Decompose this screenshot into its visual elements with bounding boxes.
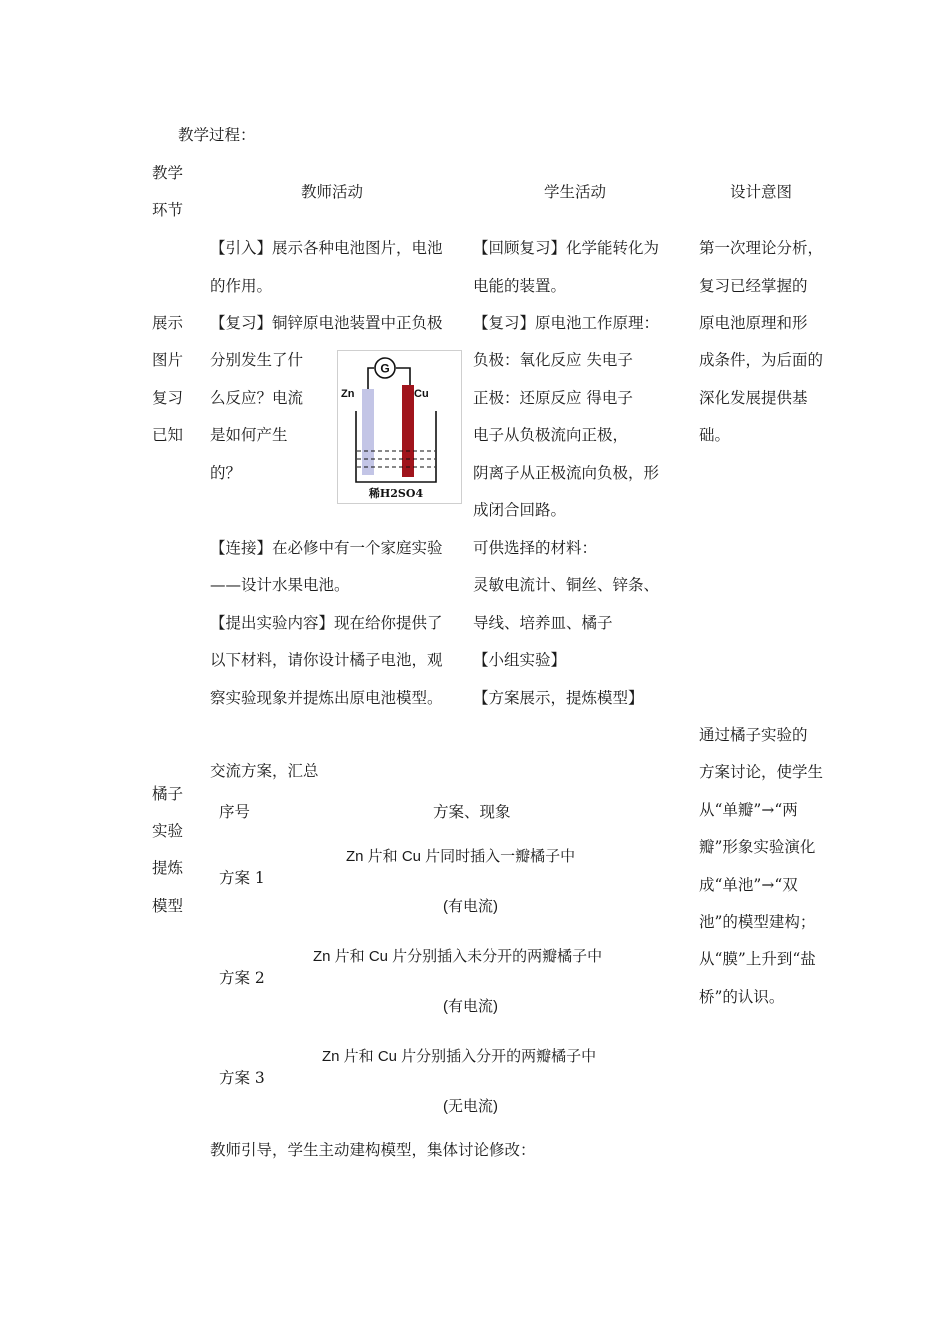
stage2-line4: 模型 — [152, 897, 184, 915]
electrolyte-label: 稀H2SO4 — [368, 487, 424, 500]
header-stage-line1: 教学 — [152, 164, 184, 182]
intent2-line: 从“膜”上升到“盐 — [699, 950, 816, 968]
zinc-electrode — [362, 389, 374, 475]
intent2-line: 成“单池”→“双 — [699, 876, 798, 894]
scheme-1-description: Zn 片和 Cu 片同时插入一瓣橘子中 — [346, 848, 576, 865]
stage1-line1: 展示 — [152, 314, 184, 332]
stage2-line1: 橘子 — [152, 785, 184, 803]
student-line: 灵敏电流计、铜丝、锌条、 — [473, 576, 660, 594]
stage2-line2: 实验 — [152, 822, 184, 840]
intent-line: 原电池原理和形 — [699, 314, 808, 332]
intent2-line: 池”的模型建构； — [699, 913, 816, 931]
student-line: 【回顾复习】化学能转化为 — [473, 239, 660, 257]
scheme-2-description: Zn 片和 Cu 片分别插入未分开的两瓣橘子中 — [313, 948, 603, 965]
galvanometer-label: G — [380, 361, 390, 376]
cu-electrode-label: Cu — [414, 388, 429, 400]
intent2-line: 方案讨论，使学生 — [699, 763, 824, 781]
student-line: 电子从负极流向正极， — [473, 426, 629, 444]
scheme-1-label: 方案 1 — [219, 869, 265, 887]
header-student-activity: 学生活动 — [544, 183, 607, 201]
page-title: 教学过程： — [178, 126, 256, 144]
closing-line: 教师引导，学生主动建构模型，集体讨论修改： — [210, 1141, 536, 1159]
header-stage-line2: 环节 — [152, 201, 184, 219]
teacher-line: 分别发生了什 — [210, 351, 304, 369]
intent-line: 础。 — [699, 426, 731, 444]
student-line: 【小组实验】 — [473, 651, 567, 669]
student-line: 成闭合回路。 — [473, 501, 567, 519]
scheme-3-label: 方案 3 — [219, 1069, 265, 1087]
summary-line: 交流方案，汇总 — [210, 762, 319, 780]
intent2-line: 桥”的认识。 — [699, 988, 785, 1006]
teacher-line: 【引入】展示各种电池图片，电池 — [210, 239, 443, 257]
teacher-line: 么反应？电流 — [210, 389, 304, 407]
galvanic-cell-diagram — [337, 350, 462, 504]
scheme-2-label: 方案 2 — [219, 969, 265, 987]
stage1-line2: 图片 — [152, 351, 184, 369]
scheme-3-description: Zn 片和 Cu 片分别插入分开的两瓣橘子中 — [322, 1048, 597, 1065]
teacher-line: 以下材料，请你设计橘子电池，观 — [210, 651, 443, 669]
galvanometer-icon — [375, 358, 395, 378]
scheme-3-result: (无电流) — [443, 1098, 498, 1115]
student-line: 【方案展示，提炼模型】 — [473, 689, 644, 707]
student-line: 可供选择的材料： — [473, 539, 598, 557]
student-line: 阴离子从正极流向负极，形 — [473, 464, 660, 482]
stage1-line4: 已知 — [152, 426, 184, 444]
intent2-line: 从“单瓣”→“两 — [699, 801, 798, 819]
teacher-line: 的？ — [210, 464, 242, 482]
scheme-table-header-number: 序号 — [219, 803, 251, 821]
intent-line: 第一次理论分析， — [699, 239, 824, 257]
header-design-intent: 设计意图 — [730, 183, 793, 201]
student-line: 【复习】原电池工作原理： — [473, 314, 660, 332]
student-line: 正极：还原反应 得电子 — [473, 389, 633, 407]
teacher-line: 【连接】在必修中有一个家庭实验 — [210, 539, 443, 557]
intent-line: 复习已经掌握的 — [699, 277, 808, 295]
stage2-line3: 提炼 — [152, 859, 184, 877]
intent-line: 成条件，为后面的 — [699, 351, 824, 369]
intent2-line: 通过橘子实验的 — [699, 726, 808, 744]
teacher-line: 是如何产生 — [210, 426, 288, 444]
scheme-1-result: (有电流) — [443, 898, 498, 915]
student-line: 负极：氧化反应 失电子 — [473, 351, 633, 369]
zn-electrode-label: Zn — [341, 388, 355, 400]
teacher-line: ——设计水果电池。 — [210, 576, 350, 594]
teacher-line: 的作用。 — [210, 277, 273, 295]
student-line: 导线、培养皿、橘子 — [473, 614, 613, 632]
header-teacher-activity: 教师活动 — [301, 183, 364, 201]
stage1-line3: 复习 — [152, 389, 184, 407]
copper-electrode — [402, 385, 414, 477]
scheme-table-header-description: 方案、现象 — [433, 803, 511, 821]
teacher-line: 【复习】铜锌原电池装置中正负极 — [210, 314, 443, 332]
scheme-2-result: (有电流) — [443, 998, 498, 1015]
teacher-line: 察实验现象并提炼出原电池模型。 — [210, 689, 443, 707]
intent2-line: 瓣”形象实验演化 — [699, 838, 816, 856]
student-line: 电能的装置。 — [473, 277, 567, 295]
intent-line: 深化发展提供基 — [699, 389, 808, 407]
teacher-line: 【提出实验内容】现在给你提供了 — [210, 614, 443, 632]
